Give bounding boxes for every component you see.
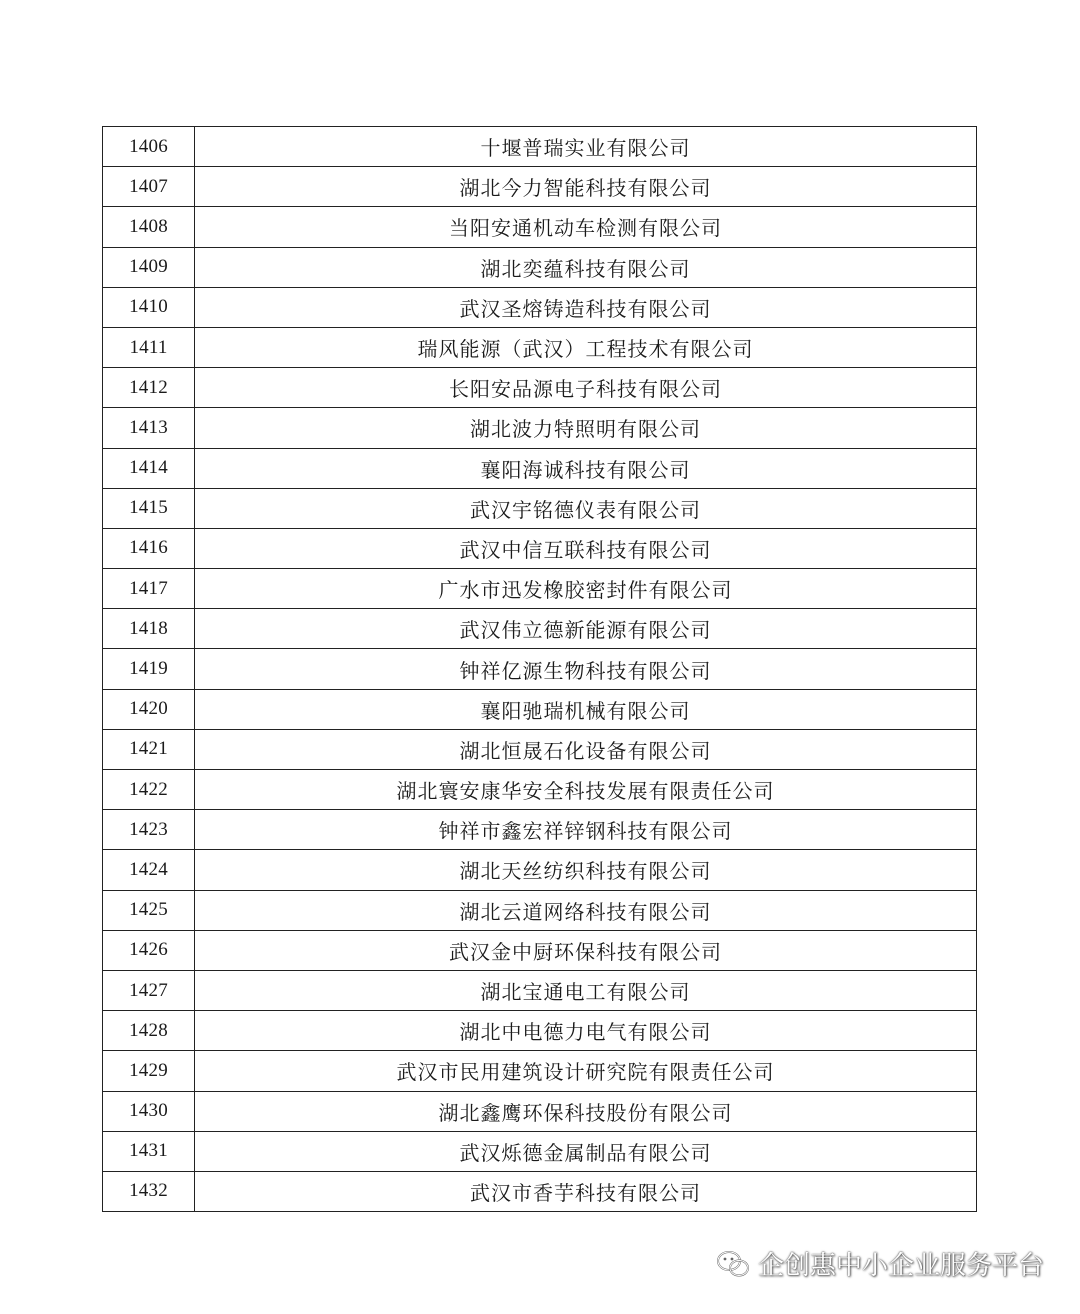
- table-row: [103, 408, 977, 448]
- row-number: 1416: [103, 528, 195, 568]
- table-row: [103, 127, 977, 167]
- company-name: 武汉金中厨环保科技有限公司: [195, 930, 977, 970]
- table-row: [103, 1051, 977, 1091]
- row-number: 1414: [103, 448, 195, 488]
- row-number: 1415: [103, 488, 195, 528]
- table-row: [103, 890, 977, 930]
- table-row: [103, 368, 977, 408]
- row-number: 1432: [103, 1171, 195, 1211]
- watermark: [716, 1245, 1044, 1282]
- row-number: 1428: [103, 1011, 195, 1051]
- company-name: 武汉宇铭德仪表有限公司: [195, 488, 977, 528]
- company-name: 钟祥亿源生物科技有限公司: [195, 649, 977, 689]
- table-row: [103, 1011, 977, 1051]
- table-row: [103, 448, 977, 488]
- table-row: [103, 488, 977, 528]
- company-name: 湖北中电德力电气有限公司: [195, 1011, 977, 1051]
- row-number: 1422: [103, 770, 195, 810]
- row-number: 1421: [103, 729, 195, 769]
- row-number: 1411: [103, 327, 195, 367]
- row-number: 1431: [103, 1131, 195, 1171]
- table-row: [103, 810, 977, 850]
- company-name: 武汉烁德金属制品有限公司: [195, 1131, 977, 1171]
- company-name: 湖北云道网络科技有限公司: [195, 890, 977, 930]
- row-number: 1420: [103, 689, 195, 729]
- table-row: [103, 287, 977, 327]
- table-row: [103, 327, 977, 367]
- company-list-table: [102, 126, 977, 1212]
- table-row: [103, 609, 977, 649]
- company-name: 长阳安品源电子科技有限公司: [195, 368, 977, 408]
- row-number: 1406: [103, 127, 195, 167]
- row-number: 1410: [103, 287, 195, 327]
- company-list-body: [103, 127, 977, 1212]
- company-name: 武汉圣熔铸造科技有限公司: [195, 287, 977, 327]
- company-name: 湖北恒晟石化设备有限公司: [195, 729, 977, 769]
- company-name: 武汉中信互联科技有限公司: [195, 528, 977, 568]
- row-number: 1409: [103, 247, 195, 287]
- table-row: [103, 569, 977, 609]
- row-number: 1424: [103, 850, 195, 890]
- table-row: [103, 689, 977, 729]
- company-name: 湖北宝通电工有限公司: [195, 970, 977, 1010]
- row-number: 1413: [103, 408, 195, 448]
- company-name: 武汉市民用建筑设计研究院有限责任公司: [195, 1051, 977, 1091]
- company-name: 十堰普瑞实业有限公司: [195, 127, 977, 167]
- table-row: [103, 207, 977, 247]
- table-row: [103, 729, 977, 769]
- table-row: [103, 528, 977, 568]
- watermark-text: 企创惠中小企业服务平台: [757, 1251, 1044, 1281]
- company-name: 湖北今力智能科技有限公司: [195, 167, 977, 207]
- company-name: 湖北寰安康华安全科技发展有限责任公司: [195, 770, 977, 810]
- table-row: [103, 1091, 977, 1131]
- row-number: 1423: [103, 810, 195, 850]
- row-number: 1417: [103, 569, 195, 609]
- company-name: 钟祥市鑫宏祥锌钢科技有限公司: [195, 810, 977, 850]
- table-row: [103, 1131, 977, 1171]
- row-number: 1418: [103, 609, 195, 649]
- table-row: [103, 850, 977, 890]
- company-name: 襄阳驰瑞机械有限公司: [195, 689, 977, 729]
- company-name: 武汉伟立德新能源有限公司: [195, 609, 977, 649]
- row-number: 1408: [103, 207, 195, 247]
- table-row: [103, 970, 977, 1010]
- table-row: [103, 649, 977, 689]
- wechat-icon: [716, 1250, 750, 1278]
- row-number: 1407: [103, 167, 195, 207]
- company-name: 瑞风能源（武汉）工程技术有限公司: [195, 327, 977, 367]
- company-name: 湖北波力特照明有限公司: [195, 408, 977, 448]
- company-name: 湖北天丝纺织科技有限公司: [195, 850, 977, 890]
- row-number: 1430: [103, 1091, 195, 1131]
- row-number: 1419: [103, 649, 195, 689]
- company-name: 湖北奕蕴科技有限公司: [195, 247, 977, 287]
- table-row: [103, 167, 977, 207]
- row-number: 1426: [103, 930, 195, 970]
- table-row: [103, 247, 977, 287]
- company-name: 湖北鑫鹰环保科技股份有限公司: [195, 1091, 977, 1131]
- row-number: 1425: [103, 890, 195, 930]
- table-row: [103, 770, 977, 810]
- table-row: [103, 1171, 977, 1211]
- row-number: 1427: [103, 970, 195, 1010]
- company-name: 襄阳海诚科技有限公司: [195, 448, 977, 488]
- company-name: 广水市迅发橡胶密封件有限公司: [195, 569, 977, 609]
- company-name: 武汉市香芋科技有限公司: [195, 1171, 977, 1211]
- company-name: 当阳安通机动车检测有限公司: [195, 207, 977, 247]
- row-number: 1429: [103, 1051, 195, 1091]
- table-row: [103, 930, 977, 970]
- row-number: 1412: [103, 368, 195, 408]
